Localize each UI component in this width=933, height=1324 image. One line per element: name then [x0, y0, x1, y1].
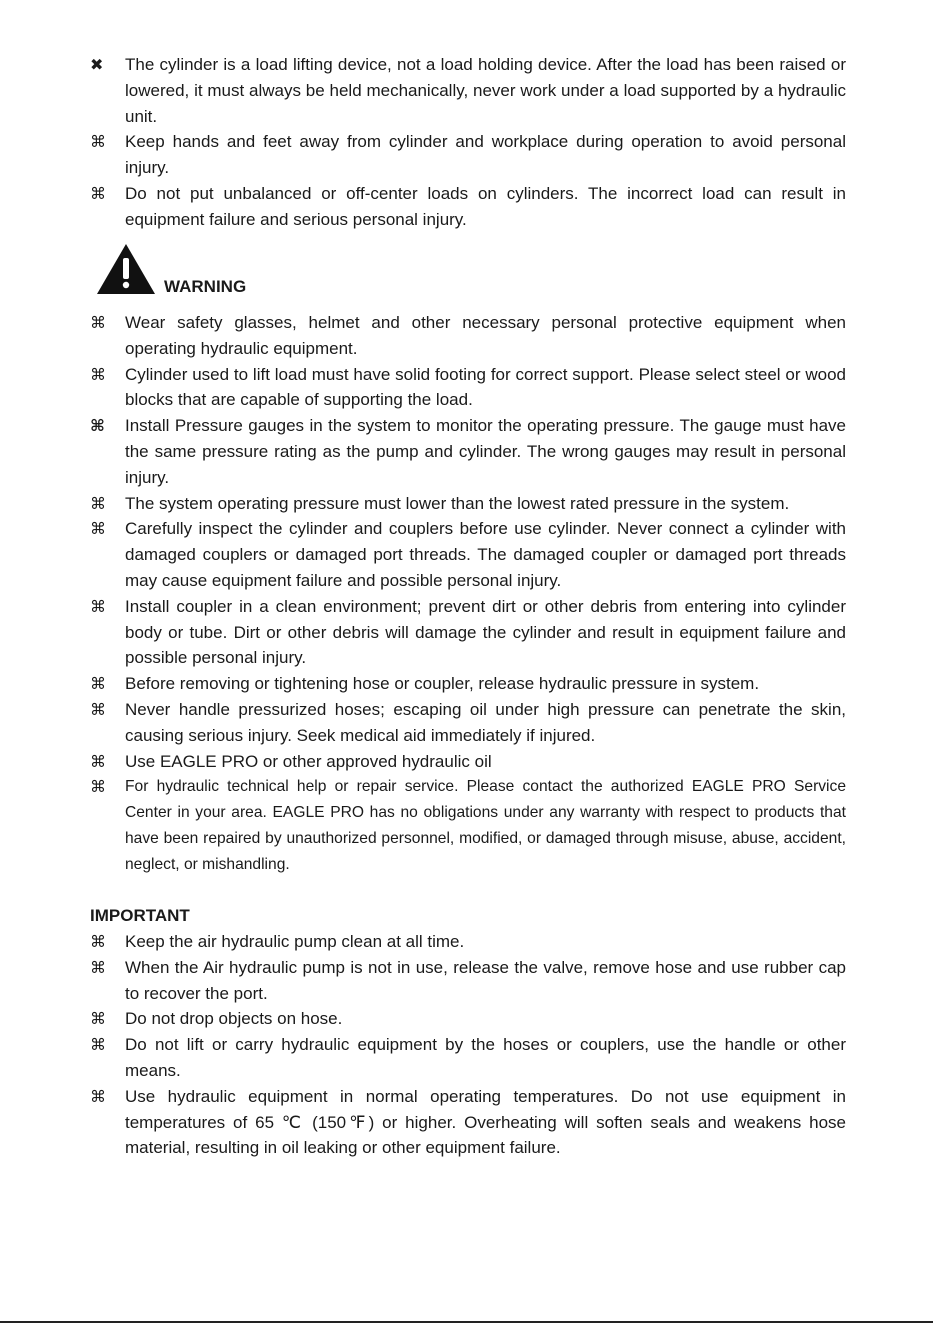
bullet-icon: ⌘: [90, 313, 106, 332]
top-safety-list: [90, 52, 846, 233]
bullet-icon: ⌘: [90, 1035, 106, 1055]
bullet-icon: ⌘: [90, 699, 106, 719]
item-text: The system operating pressure must lower than the lowest rated pressure in the system.: [125, 493, 790, 513]
bullet-icon: ⌘: [90, 957, 106, 977]
bullet-icon: ⌘: [90, 674, 106, 694]
item-text: Keep the air hydraulic pump clean at all time.: [125, 932, 465, 951]
bullet-icon: ⌘: [90, 416, 105, 436]
list-item: [90, 310, 846, 362]
item-text: Install coupler in a clean environment; prevent dirt or other debris from entering into cylinder body or tube. Dirt or other debris will damage the cylinder and result in equipment failure and possible personal injury.: [125, 596, 846, 668]
list-item: [90, 697, 846, 749]
item-text: Cylinder used to lift load must have solid footing for correct support. Please select steel or wood blocks that are capable of supporting the load.: [125, 364, 846, 410]
list-item: [90, 362, 846, 414]
bullet-icon: ⌘: [90, 1086, 106, 1106]
warning-list: [90, 310, 846, 878]
item-text: The cylinder is a load lifting device, not a load holding device. After the load has been raised or lowered, it must always be held mechanically, never work under a load supported by a hydraulic unit.: [125, 55, 846, 126]
item-text: When the Air hydraulic pump is not in use, release the valve, remove hose and use rubber cap to recover the port.: [125, 957, 846, 1003]
item-text: Wear safety glasses, helmet and other necessary personal protective equipment when operating hydraulic equipment.: [125, 313, 846, 358]
list-item: [90, 1032, 846, 1084]
item-text: Keep hands and feet away from cylinder and workplace during operation to avoid personal injury.: [125, 132, 846, 178]
bullet-icon: ⌘: [90, 493, 106, 513]
list-item: [90, 413, 846, 490]
list-item: [90, 929, 846, 955]
bullet-icon: ⌘: [90, 932, 106, 951]
list-item: [90, 491, 846, 517]
bullet-icon: ⌘: [90, 364, 106, 384]
bullet-icon: ⌘: [90, 596, 106, 616]
bullet-icon: ✖: [90, 55, 104, 74]
important-list: [90, 929, 846, 1161]
item-text: Do not put unbalanced or off-center loads on cylinders. The incorrect load can result in equipment failure and serious personal injury.: [125, 183, 846, 229]
important-heading: IMPORTANT: [90, 906, 190, 925]
item-text: Use EAGLE PRO or other approved hydraulic oil: [125, 751, 492, 771]
item-text: Before removing or tightening hose or coupler, release hydraulic pressure in system.: [125, 674, 760, 694]
list-item: [90, 749, 846, 775]
item-text: Install Pressure gauges in the system to monitor the operating pressure. The gauge must have the same pressure rating as the pump and cylinder. The wrong gauges may result in personal injury.: [125, 416, 846, 487]
item-text: Carefully inspect the cylinder and couplers before use cylinder. Never connect a cylinder with damaged couplers or damaged port threads. The damaged coupler or damaged port threads may cause equipment failure and possible personal injury.: [125, 519, 846, 590]
warning-label: WARNING: [164, 277, 247, 296]
bullet-icon: ⌘: [90, 519, 106, 539]
list-item: [90, 594, 846, 671]
list-item: [90, 181, 846, 233]
item-text: For hydraulic technical help or repair service. Please contact the authorized EAGLE PRO Service Center in your area. EAGLE PRO has no obligations under any warranty with respect to products that have been repaired by unauthorized personnel, modified, or damaged through misuse, abuse, accident, neglect, or mishandling.: [125, 778, 846, 873]
item-text: Use hydraulic equipment in normal operating temperatures. Do not use equipment in temperatures of 65 ℃ (150℉) or higher. Overheating will soften seals and weakens hose material, resulting in oil leaking or other equipment failure.: [125, 1086, 846, 1158]
list-item: [90, 1006, 846, 1032]
list-item: [90, 671, 846, 697]
list-item: [90, 955, 846, 1007]
item-text: Do not lift or carry hydraulic equipment by the hoses or couplers, use the handle or other means.: [125, 1035, 846, 1080]
warning-triangle-icon: [96, 243, 156, 295]
item-text: Do not drop objects on hose.: [125, 1009, 343, 1029]
list-item: [90, 52, 846, 129]
list-item: [90, 1084, 846, 1161]
list-item: [90, 774, 846, 877]
page-bottom-divider: [0, 1321, 933, 1323]
bullet-icon: ⌘: [90, 132, 106, 152]
bullet-icon: ⌘: [90, 183, 106, 203]
list-item: [90, 129, 846, 181]
bullet-icon: ⌘: [90, 777, 106, 797]
bullet-icon: ⌘: [90, 751, 106, 771]
item-text: Never handle pressurized hoses; escaping oil under high pressure can penetrate the skin, causing serious injury. Seek medical aid immediately if injured.: [125, 699, 846, 745]
list-item: [90, 516, 846, 593]
bullet-icon: ⌘: [90, 1009, 106, 1029]
